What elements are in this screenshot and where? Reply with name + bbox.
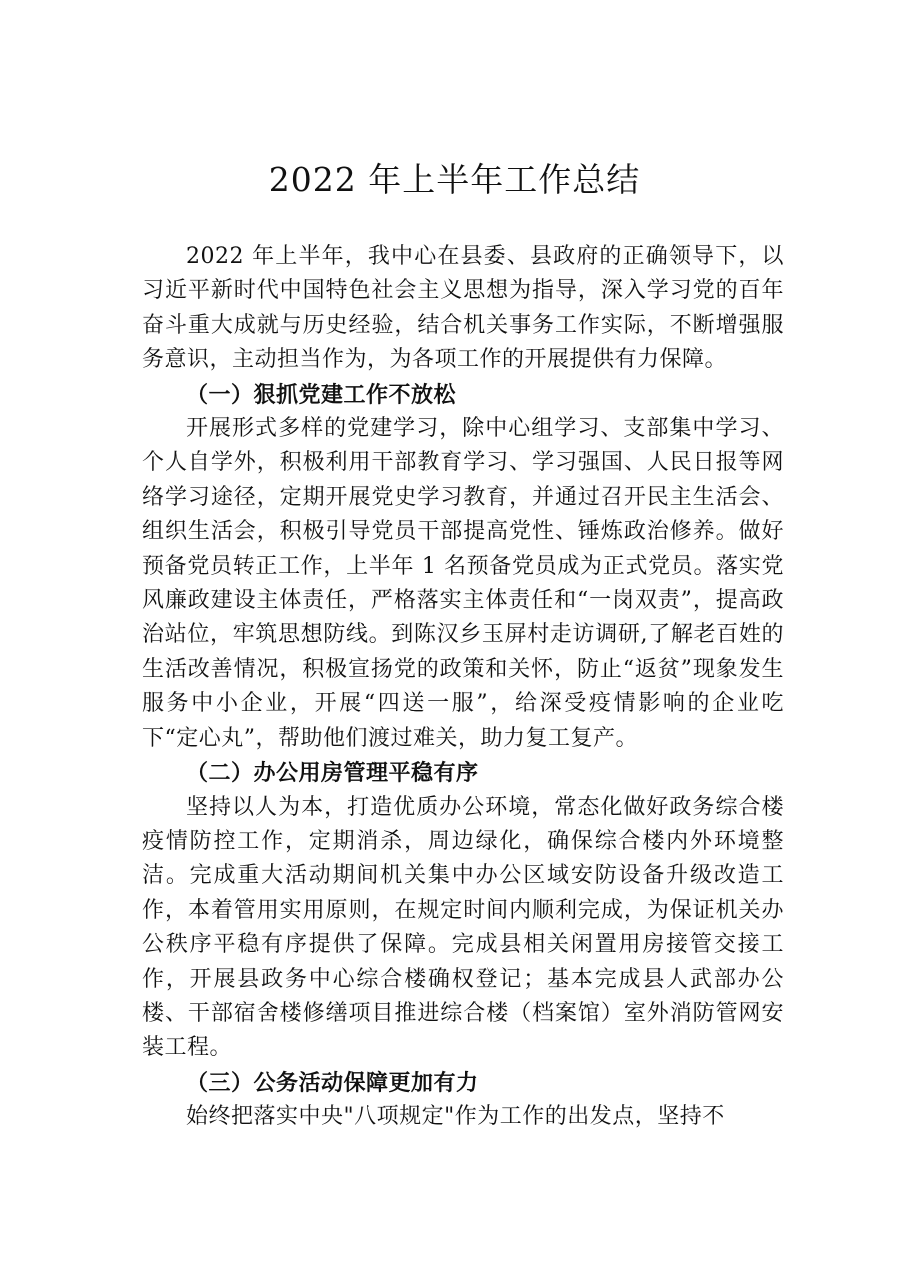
intro-paragraph: 2022 年上半年，我中心在县委、县政府的正确领导下，以习近平新时代中国特色社会主义思想为指导，深入学习党的百年奋斗重大成就与历史经验，结合机关事务工作实际，不断增强服务意识，主动担当作为，为各项工作的开展提供有力保障。 [142,244,784,373]
section-2-heading: （二）办公用房管理平稳有序 [186,760,479,787]
document-body [142,240,784,1135]
section-1-paragraph: 开展形式多样的党建学习，除中心组学习、支部集中学习、个人自学外，积极利用干部教育学习、学习强国、人民日报等网络学习途径，定期开展党史学习教育，并通过召开民主生活会、组织生活会，积极引导党员干部提高党性、锤炼政治修养。做好预备党员转正工作，上半年 1 名预备党员成为正式党员。落实党风廉政建设主体责任，严格落实主体责任和“一岗双责”，提高政治站位，牢筑思想防线。到陈汉乡玉屏村走访调研,了解老百姓的生活改善情况，积极宣扬党的政策和关怀，防止“返贫”现象发生服务中小企业，开展“四送一服”，给深受疫情影响的企业吃下“定心丸”，帮助他们渡过难关，助力复工复产。 [142,416,784,751]
section-3-heading: （三）公务活动保障更加有力 [186,1069,479,1096]
section-1-heading: （一）狠抓党建工作不放松 [186,381,457,408]
document-title: 2022 年上半年工作总结 [268,160,641,199]
section-3-paragraph: 始终把落实中央"八项规定"作为工作的出发点，坚持不 [186,1104,725,1130]
section-2-paragraph: 坚持以人为本，打造优质办公环境，常态化做好政务综合楼疫情防控工作，定期消杀，周边绿化，确保综合楼内外环境整洁。完成重大活动期间机关集中办公区域安防设备升级改造工作，本着管用实用原则，在规定时间内顺利完成，为保证机关办公秩序平稳有序提供了保障。完成县相关闲置用房接管交接工作，开展县政务中心综合楼确权登记；基本完成县人武部办公楼、干部宿舍楼修缮项目推进综合楼（档案馆）室外消防管网安装工程。 [142,794,784,1061]
